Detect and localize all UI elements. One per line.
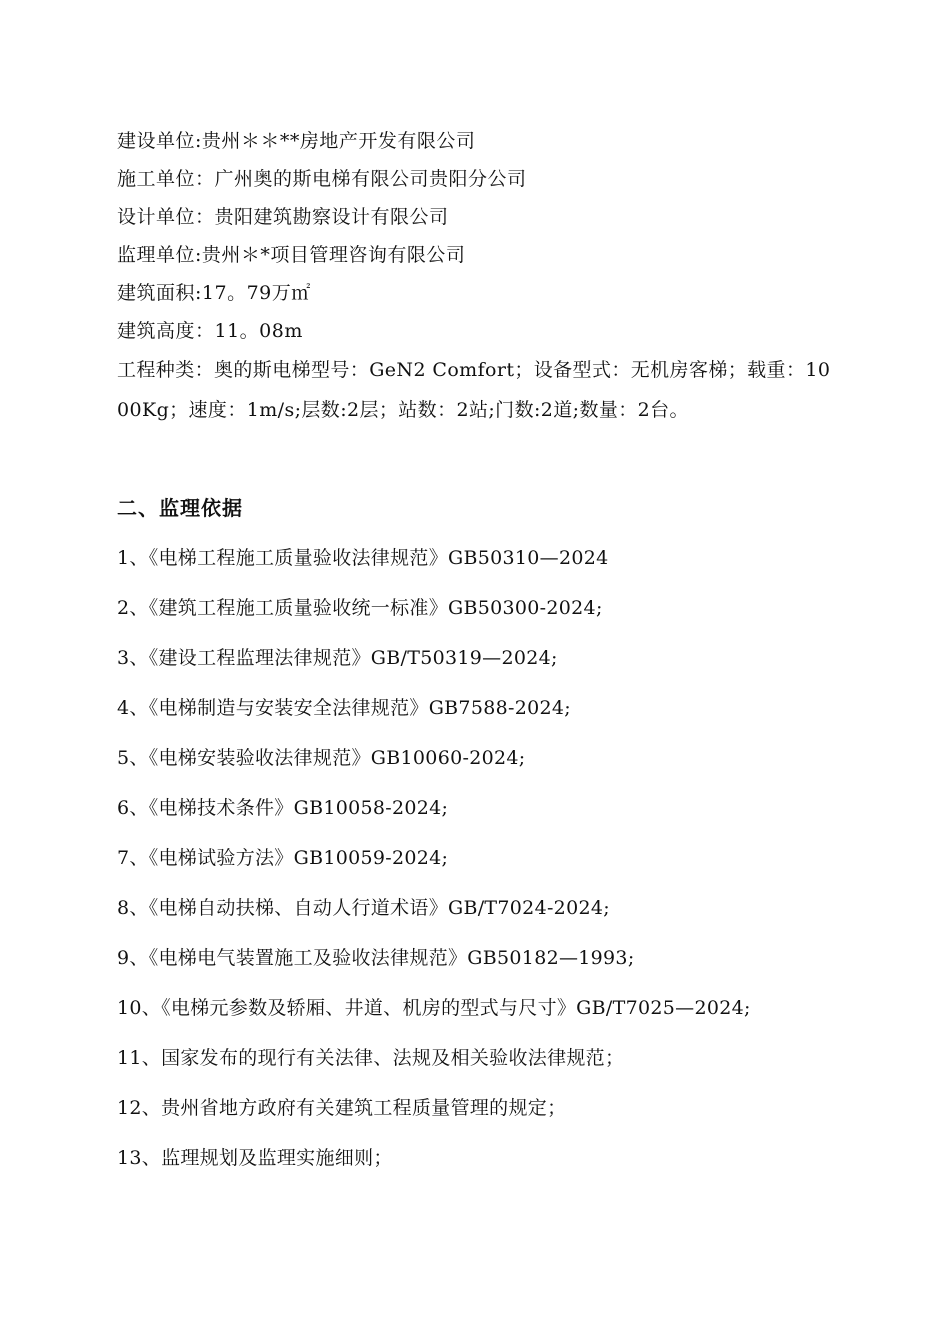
supervision-unit: 监理单位:贵州＊*项目管理咨询有限公司 (117, 244, 466, 266)
list-item: 6、《电梯技术条件》GB10058-2024; (117, 797, 449, 819)
list-item: 11、国家发布的现行有关法律、法规及相关验收法律规范； (117, 1047, 625, 1069)
list-item: 3、《建设工程监理法律规范》GB/T50319—2024; (117, 647, 558, 669)
list-item: 1、《电梯工程施工质量验收法律规范》GB50310—2024 (117, 547, 609, 569)
list-item: 5、《电梯安装验收法律规范》GB10060-2024; (117, 747, 526, 769)
list-item: 10、《电梯元参数及轿厢、井道、机房的型式与尺寸》GB/T7025—2024; (117, 997, 751, 1019)
list-item: 2、《建筑工程施工质量验收统一标准》GB50300-2024; (117, 597, 603, 619)
list-item: 12、贵州省地方政府有关建筑工程质量管理的规定； (117, 1097, 567, 1119)
owner-unit: 建设单位:贵州＊＊**房地产开发有限公司 (117, 130, 476, 152)
design-unit: 设计单位：贵阳建筑勘察设计有限公司 (117, 206, 449, 228)
construction-unit: 施工单位：广州奥的斯电梯有限公司贵阳分公司 (117, 168, 527, 190)
list-item: 4、《电梯制造与安装安全法律规范》GB7588-2024; (117, 697, 571, 719)
list-item: 8、《电梯自动扶梯、自动人行道术语》GB/T7024-2024; (117, 897, 610, 919)
project-details: 工程种类：奥的斯电梯型号：GeN2 Comfort；设备型式：无机房客梯；载重：1000Kg；速度：1m/s;层数:2层；站数：2站;门数:2道;数量：2台。 (117, 359, 831, 421)
list-item: 13、监理规划及监理实施细则； (117, 1147, 393, 1169)
section-heading: 二、监理依据 (117, 496, 243, 520)
building-area: 建筑面积:17。79万㎡ (117, 282, 311, 304)
building-height: 建筑高度：11。08m (117, 320, 303, 342)
project-info (117, 122, 837, 430)
basis-list (117, 540, 837, 1190)
list-item: 7、《电梯试验方法》GB10059-2024; (117, 847, 449, 869)
list-item: 9、《电梯电气装置施工及验收法律规范》GB50182—1993; (117, 947, 635, 969)
